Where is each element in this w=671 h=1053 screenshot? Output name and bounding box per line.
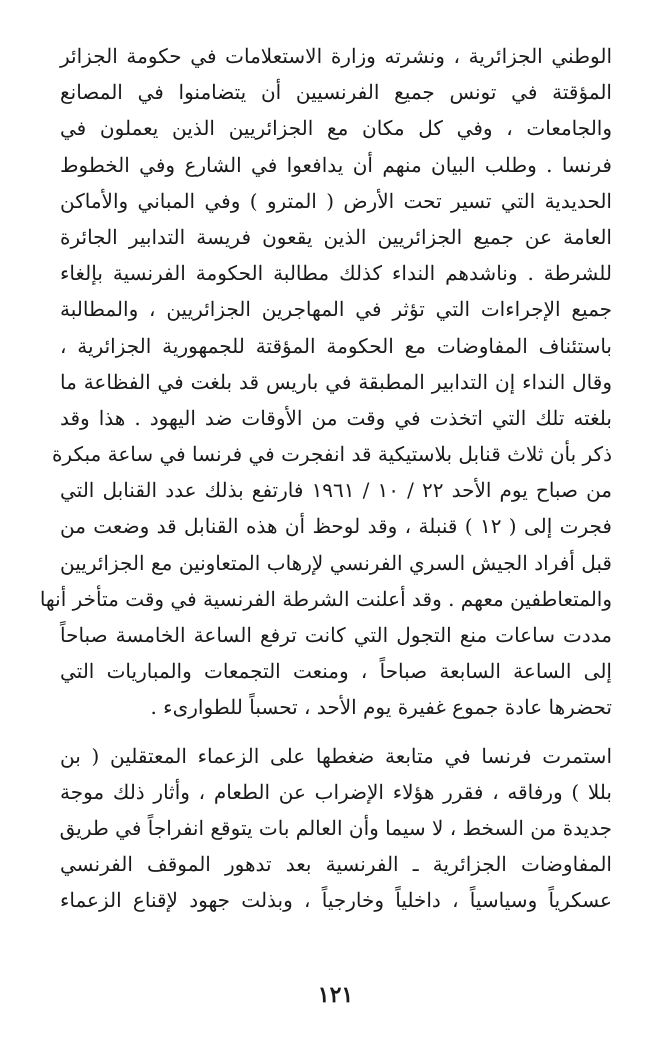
text-line: بللا ) ورفاقه ، فقرر هؤلاء الإضراب عن الطعام ، وأثار ذلك موجة (60, 779, 612, 804)
text-line: بلغته تلك التي اتخذت في وقت من الأوقات ضد اليهود . هذا وقد (60, 405, 612, 430)
text-line: فرنسا . وطلب البيان منهم أن يدافعوا في الشارع وفي الخطوط (60, 152, 612, 177)
text-line: تحضرها عادة جموع غفيرة يوم الأحد ، تحسباً للطوارىء . (150, 695, 612, 720)
text-line: ذكر بأن ثلاث قنابل بلاستيكية قد انفجرت في فرنسا في ساعة مبكرة (51, 442, 612, 467)
text-line: العامة عن جميع الجزائريين الذين يقعون فريسة التدابير الجائرة (60, 224, 612, 249)
paragraph (39, 38, 613, 726)
page-number: ١٢١ (317, 982, 354, 1008)
text-line: المفاوضات الجزائرية ـ الفرنسية بعد تدهور الموقف الفرنسي (60, 852, 612, 877)
text-line: المؤقتة في تونس جميع الفرنسيين أن يتضامنوا في المصانع (60, 80, 612, 105)
text-line: جميع الإجراءات التي تؤثر في المهاجرين الجزائريين ، والمطالبة (60, 297, 612, 322)
text-line: عسكرياً وسياسياً ، داخلياً وخارجياً ، وبذلت جهود لإقناع الزعماء (60, 888, 612, 913)
text-line: إلى الساعة السابعة صباحاً ، ومنعت التجمعات والمباريات التي (60, 659, 612, 684)
text-line: والجامعات ، وفي كل مكان مع الجزائريين الذين يعملون في (60, 116, 612, 141)
text-line: باستئناف المفاوضات مع الحكومة المؤقتة للجمهورية الجزائرية ، (60, 333, 612, 358)
text-line: من صباح يوم الأحد ٢٢ / ١٠ / ١٩٦١ فارتفع بذلك عدد القنابل التي (60, 478, 613, 503)
text-line: للشرطة . وناشدهم النداء كذلك مطالبة الحكومة الفرنسية بإلغاء (60, 261, 612, 286)
book-page (39, 38, 613, 919)
text-line: الوطني الجزائرية ، ونشرته وزارة الاستعلامات في حكومة الجزائر (60, 44, 612, 68)
text-line: قبل أفراد الجيش السري الفرنسي لإرهاب المتعاونين مع الجزائريين (60, 550, 612, 575)
text-line: وقال النداء إن التدابير المطبقة في باريس قد بلغت في الفظاعة ما (60, 369, 612, 394)
text-line: جديدة من السخط ، لا سيما وأن العالم بات يتوقع انفراجاً في طريق (59, 815, 612, 840)
text-line: الحديدية التي تسير تحت الأرض ( المترو ) وفي المباني والأماكن (60, 188, 612, 213)
text-line: فجرت إلى ( ١٢ ) قنبلة ، وقد لوحظ أن هذه القنابل قد وضعت من (60, 514, 612, 539)
text-line: والمتعاطفين معهم . وقد أعلنت الشرطة الفرنسية في وقت متأخر أنها (39, 586, 612, 611)
text-line: استمرت فرنسا في متابعة ضغطها على الزعماء المعتقلين ( بن (60, 743, 612, 768)
paragraph (60, 738, 612, 919)
text-line: مددت ساعات منع التجول التي كانت ترفع الساعة الخامسة صباحاً (60, 623, 612, 647)
paragraph-spacer (60, 726, 612, 738)
